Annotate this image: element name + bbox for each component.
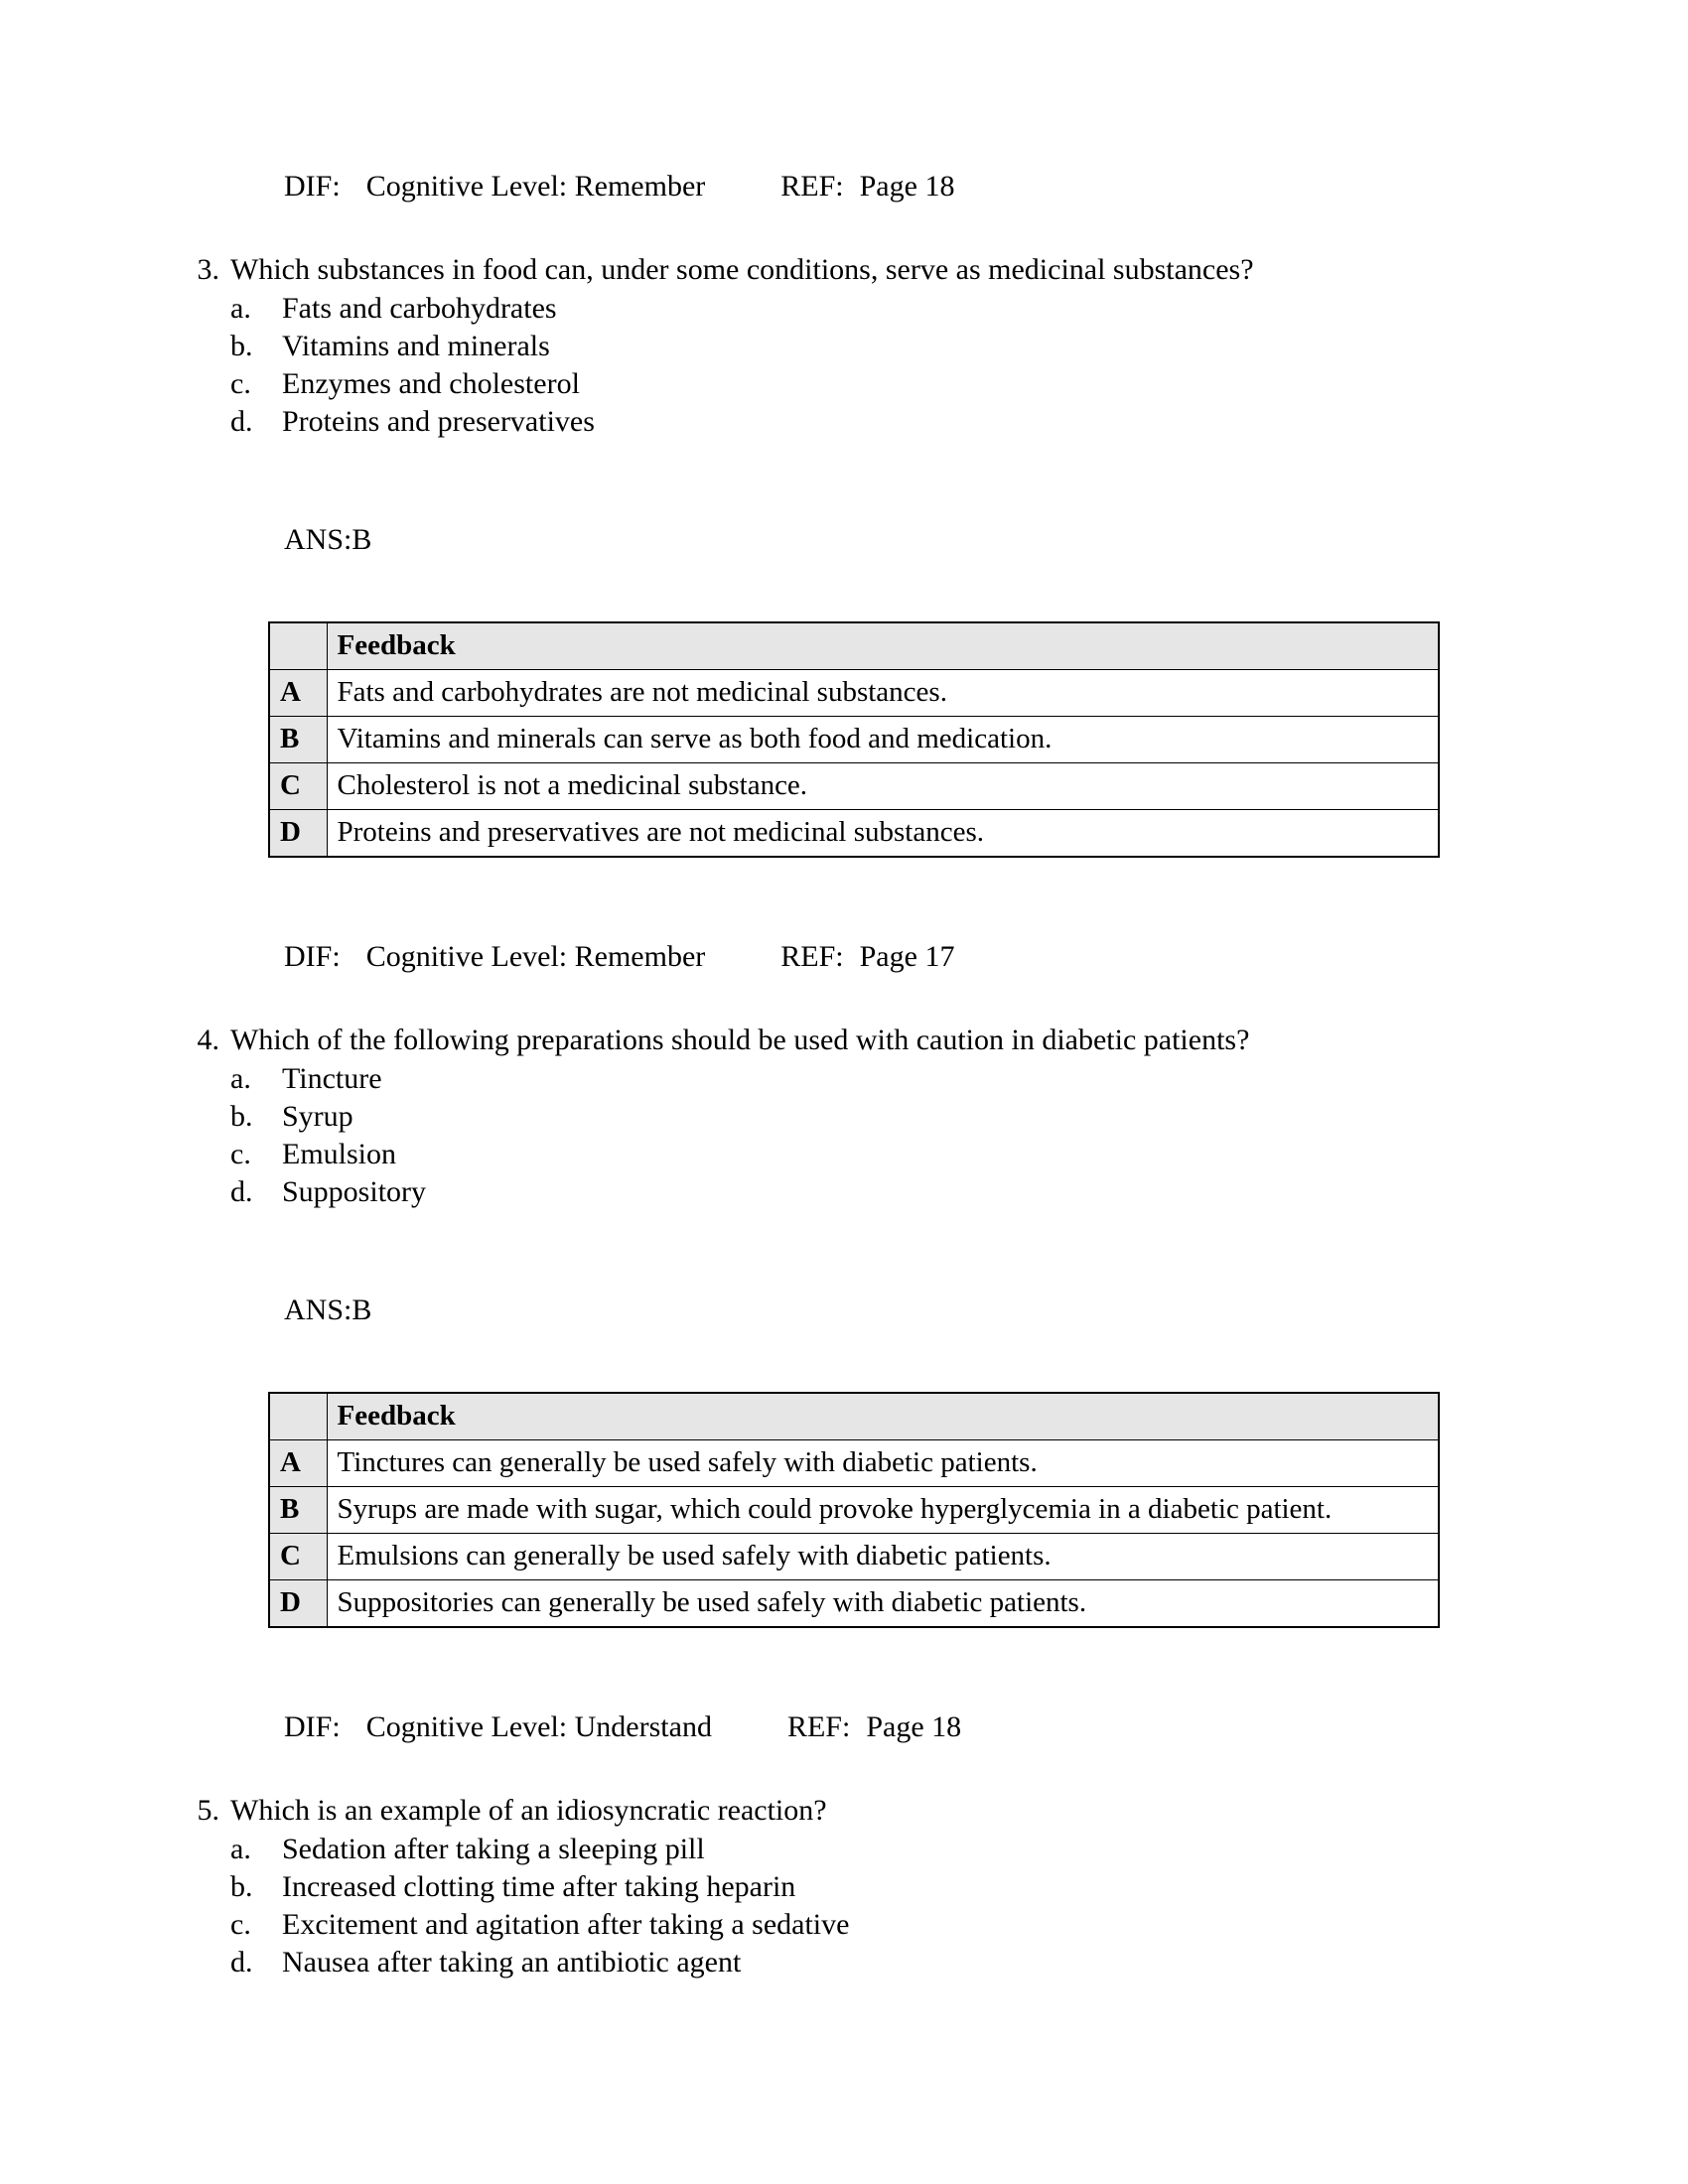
ref-value: Page 18 xyxy=(859,170,955,203)
answer-label: ANS: xyxy=(284,1294,352,1326)
row-letter: C xyxy=(269,1534,327,1580)
feedback-table xyxy=(268,1392,1440,1628)
list-item[interactable] xyxy=(230,365,1688,403)
option-text: Enzymes and cholesterol xyxy=(282,367,580,400)
option-letter: a. xyxy=(230,292,251,325)
dif-ref-line xyxy=(0,937,1688,977)
option-text: Emulsion xyxy=(282,1138,397,1170)
table-row xyxy=(269,810,1439,858)
row-letter: A xyxy=(269,670,327,717)
feedback-table-wrapper xyxy=(0,621,1688,858)
question-text-line xyxy=(197,1791,1688,1831)
answer-label: ANS: xyxy=(284,523,352,556)
list-item[interactable] xyxy=(230,403,1688,441)
dif-value: Cognitive Level: Remember xyxy=(365,940,706,973)
option-text: Nausea after taking an antibiotic agent xyxy=(282,1946,742,1979)
question-block xyxy=(0,1021,1688,1211)
feedback-table xyxy=(268,621,1440,858)
option-letter: d. xyxy=(230,1946,253,1979)
list-item[interactable] xyxy=(230,290,1688,328)
row-letter: B xyxy=(269,1487,327,1534)
row-letter: B xyxy=(269,717,327,763)
option-list xyxy=(230,290,1688,441)
question-block xyxy=(0,1791,1688,1981)
table-header-row xyxy=(269,1393,1439,1440)
question-text: Which is an example of an idiosyncratic reaction? xyxy=(230,1794,827,1827)
option-letter: a. xyxy=(230,1062,251,1095)
table-header-row xyxy=(269,622,1439,670)
option-letter: a. xyxy=(230,1833,251,1865)
answer-line xyxy=(0,520,1688,560)
option-letter: d. xyxy=(230,405,253,438)
dif-label: DIF: xyxy=(284,170,341,203)
list-item[interactable] xyxy=(230,1060,1688,1098)
list-item[interactable] xyxy=(230,328,1688,365)
row-letter: D xyxy=(269,1580,327,1628)
list-item[interactable] xyxy=(230,1098,1688,1136)
feedback-column-header: Feedback xyxy=(327,1393,1439,1440)
ref-value: Page 17 xyxy=(859,940,955,973)
question-number: 5. xyxy=(197,1794,219,1827)
question-number: 4. xyxy=(197,1024,219,1056)
option-letter: c. xyxy=(230,1908,251,1941)
row-feedback-text: Tinctures can generally be used safely with diabetic patients. xyxy=(327,1440,1439,1487)
option-text: Vitamins and minerals xyxy=(282,330,550,362)
dif-ref-line xyxy=(0,1707,1688,1747)
row-letter: A xyxy=(269,1440,327,1487)
dif-label: DIF: xyxy=(284,1710,341,1743)
question-text-line xyxy=(197,1021,1688,1060)
question-number: 3. xyxy=(197,253,219,286)
list-item[interactable] xyxy=(230,1944,1688,1981)
list-item[interactable] xyxy=(230,1906,1688,1944)
option-letter: b. xyxy=(230,330,253,362)
option-text: Fats and carbohydrates xyxy=(282,292,557,325)
list-item[interactable] xyxy=(230,1173,1688,1211)
list-item[interactable] xyxy=(230,1868,1688,1906)
table-row xyxy=(269,1534,1439,1580)
option-text: Suppository xyxy=(282,1175,427,1208)
table-row xyxy=(269,1580,1439,1628)
table-row xyxy=(269,763,1439,810)
row-feedback-text: Vitamins and minerals can serve as both food and medication. xyxy=(327,717,1439,763)
feedback-table-wrapper xyxy=(0,1392,1688,1628)
option-letter: c. xyxy=(230,1138,251,1170)
question-text-line xyxy=(197,250,1688,290)
feedback-column-header: Feedback xyxy=(327,622,1439,670)
header-letter-cell xyxy=(269,1393,327,1440)
answer-value: B xyxy=(352,1294,372,1326)
row-feedback-text: Suppositories can generally be used safely with diabetic patients. xyxy=(327,1580,1439,1628)
option-text: Increased clotting time after taking heparin xyxy=(282,1870,796,1903)
header-letter-cell xyxy=(269,622,327,670)
ref-label: REF: xyxy=(780,940,844,973)
question-block xyxy=(0,250,1688,441)
table-row xyxy=(269,717,1439,763)
row-letter: C xyxy=(269,763,327,810)
dif-ref-line xyxy=(0,167,1688,206)
dif-label: DIF: xyxy=(284,940,341,973)
option-list xyxy=(230,1060,1688,1211)
option-text: Syrup xyxy=(282,1100,353,1133)
ref-label: REF: xyxy=(780,170,844,203)
option-text: Tincture xyxy=(282,1062,382,1095)
row-feedback-text: Proteins and preservatives are not medicinal substances. xyxy=(327,810,1439,858)
row-feedback-text: Syrups are made with sugar, which could provoke hyperglycemia in a diabetic patient. xyxy=(327,1487,1439,1534)
ref-value: Page 18 xyxy=(866,1710,962,1743)
question-text: Which of the following preparations should be used with caution in diabetic patients? xyxy=(230,1024,1250,1056)
option-text: Proteins and preservatives xyxy=(282,405,595,438)
table-row xyxy=(269,1440,1439,1487)
table-row xyxy=(269,1487,1439,1534)
dif-value: Cognitive Level: Understand xyxy=(365,1710,712,1743)
option-list xyxy=(230,1831,1688,1981)
dif-value: Cognitive Level: Remember xyxy=(365,170,706,203)
option-letter: c. xyxy=(230,367,251,400)
list-item[interactable] xyxy=(230,1136,1688,1173)
answer-value: B xyxy=(352,523,372,556)
row-feedback-text: Cholesterol is not a medicinal substance. xyxy=(327,763,1439,810)
question-text: Which substances in food can, under some conditions, serve as medicinal substances? xyxy=(230,253,1254,286)
row-letter: D xyxy=(269,810,327,858)
option-text: Excitement and agitation after taking a sedative xyxy=(282,1908,850,1941)
row-feedback-text: Emulsions can generally be used safely with diabetic patients. xyxy=(327,1534,1439,1580)
option-letter: b. xyxy=(230,1870,253,1903)
table-row xyxy=(269,670,1439,717)
option-letter: d. xyxy=(230,1175,253,1208)
ref-label: REF: xyxy=(786,1710,851,1743)
row-feedback-text: Fats and carbohydrates are not medicinal substances. xyxy=(327,670,1439,717)
list-item[interactable] xyxy=(230,1831,1688,1868)
answer-line xyxy=(0,1291,1688,1330)
option-text: Sedation after taking a sleeping pill xyxy=(282,1833,705,1865)
option-letter: b. xyxy=(230,1100,253,1133)
